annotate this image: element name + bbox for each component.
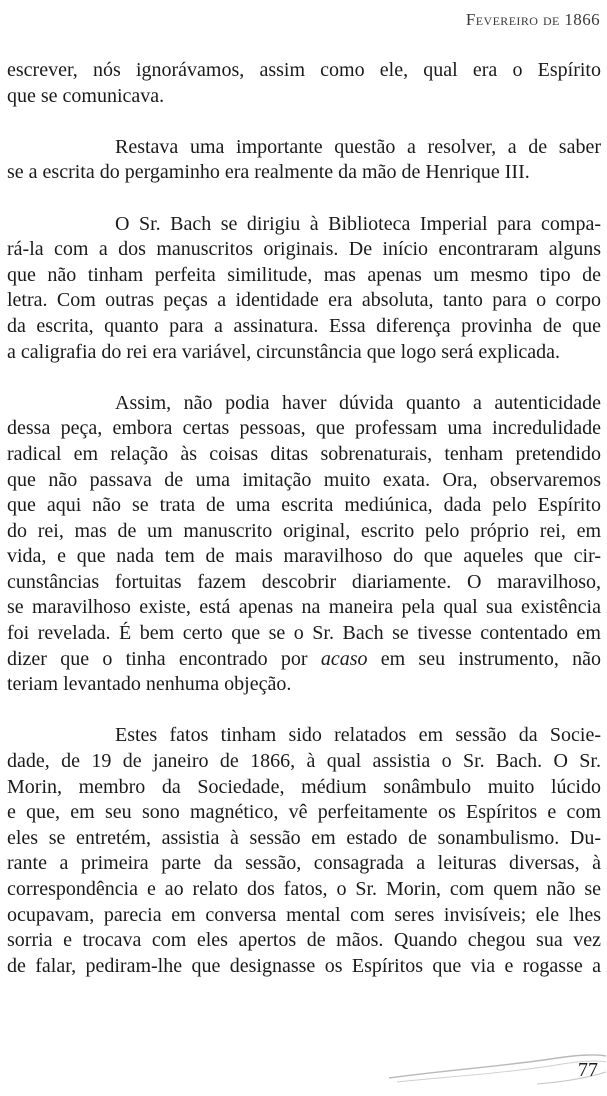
paragraph (7, 212, 601, 366)
text-line: cunstâncias fortuitas fazem descobrir diariamente. O maravilhoso, (7, 570, 601, 593)
page-number: 77 (578, 1059, 598, 1081)
text-line: Restava uma importante questão a resolver, a de saber (115, 135, 601, 158)
text-fragment: em seu instrumento, não (367, 647, 601, 670)
text-line: sorria e trocava com eles apertos de mãos. Quando chegou sua vez (7, 929, 601, 952)
text-line: ocupavam, parecia em conversa mental com seres invisíveis; ele lhes (7, 903, 601, 926)
text-line: da escrita, quanto para a assinatura. Essa diferença provinha de que (7, 314, 601, 337)
paragraph (7, 391, 601, 698)
paragraph (7, 135, 601, 186)
text-line (7, 647, 601, 673)
text-line: que se comunicava. (7, 84, 165, 107)
paragraph (7, 58, 601, 109)
text-line: teriam levantado nenhuma objeção. (7, 673, 292, 696)
text-line: que não passava de uma imitação muito exata. Ora, observaremos (7, 468, 601, 491)
text-line: e que, em seu sono magnético, vê perfeitamente os Espíritos e com (7, 801, 601, 824)
text-line: Morin, membro da Sociedade, médium sonâmbulo muito lúcido (7, 775, 601, 798)
text-line: radical em relação às coisas ditas sobrenaturais, tenham pretendido (7, 442, 601, 465)
text-line: Assim, não podia haver dúvida quanto a autenticidade (115, 391, 601, 414)
body-text (7, 58, 601, 979)
text-line: O Sr. Bach se dirigiu à Biblioteca Imperial para compa- (115, 212, 601, 235)
page-ornament-swash (387, 1048, 607, 1088)
text-fragment: dizer que o tinha encontrado por (7, 647, 321, 670)
text-line: rante a primeira parte da sessão, consagrada a leituras diversas, à (7, 852, 601, 875)
text-line: a caligrafia do rei era variável, circunstância que logo será explicada. (7, 340, 561, 363)
text-line: se maravilhoso existe, está apenas na maneira pela qual sua existência (7, 596, 601, 619)
text-line: eles se entretém, assistia à sessão em estado de sonambulismo. Du- (7, 826, 601, 849)
emphasized-word: acaso (320, 647, 368, 670)
text-line: vida, e que nada tem de mais maravilhoso do que aqueles que cir- (7, 545, 601, 568)
text-line: de falar, pediram-lhe que designasse os Espíritos que via e rogasse a (7, 954, 601, 977)
text-line: foi revelada. É bem certo que se o Sr. Bach se tivesse contentado em (7, 622, 601, 645)
text-line: do rei, mas de um manuscrito original, escrito pelo próprio rei, em (7, 519, 601, 542)
text-line: rá-la com a dos manuscritos originais. De início encontraram alguns (7, 238, 601, 261)
text-line: letra. Com outras peças a identidade era absoluta, tanto para o corpo (7, 289, 601, 312)
text-line: dessa peça, embora certas pessoas, que professam uma incredulidade (7, 417, 601, 440)
text-line: escrever, nós ignorávamos, assim como ele, qual era o Espírito (7, 59, 601, 81)
text-line: dade, de 19 de janeiro de 1866, à qual assistia o Sr. Bach. O Sr. (7, 750, 601, 773)
text-line: que aqui não se trata de uma escrita mediúnica, dada pelo Espírito (7, 494, 601, 517)
text-line: correspondência e ao relato dos fatos, o Sr. Morin, com quem não se (7, 878, 601, 900)
running-header: Fevereiro de 1866 (465, 10, 600, 29)
text-line: Estes fatos tinham sido relatados em sessão da Socie- (115, 724, 601, 747)
text-line: que não tinham perfeita similitude, mas apenas um mesmo tipo de (7, 263, 601, 286)
text-line: se a escrita do pergaminho era realmente da mão de Henrique III. (7, 161, 530, 184)
paragraph (7, 723, 601, 979)
